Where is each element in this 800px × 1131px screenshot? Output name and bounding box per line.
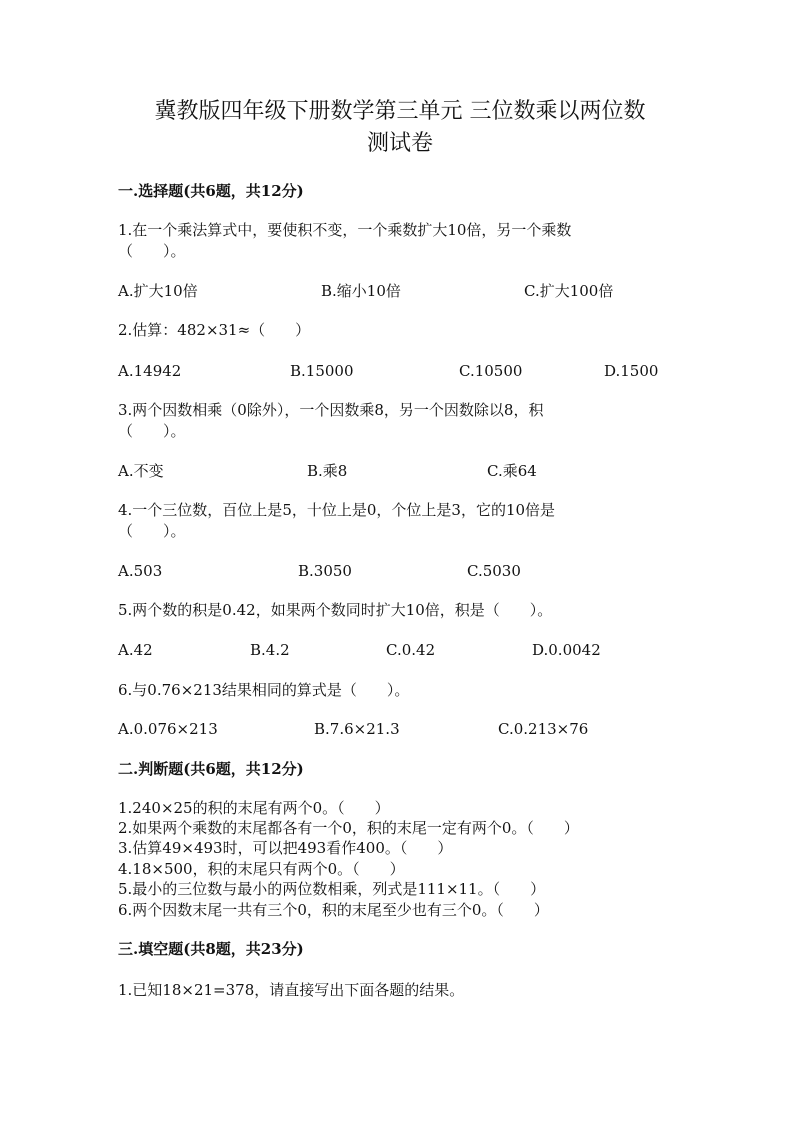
question-2-option-c: C.10500 — [459, 362, 523, 380]
question-5-option-b: B.4.2 — [250, 641, 290, 659]
question-5-option-d: D.0.0042 — [532, 641, 601, 659]
question-5-stem: 5.两个数的积是0.42，如果两个数同时扩大10倍，积是（ ）。 — [118, 601, 553, 619]
tf-item-3: 3.估算49×493时，可以把493看作400。（ ） — [118, 839, 453, 857]
question-6-option-c: C.0.213×76 — [498, 720, 589, 738]
question-5-option-a: A.42 — [118, 641, 153, 659]
exam-title-line-2: 测试卷 — [366, 131, 433, 156]
question-3-option-a: A.不变 — [118, 462, 164, 480]
tf-item-5: 5.最小的三位数与最小的两位数相乘，列式是111×11。（ ） — [118, 880, 546, 898]
question-1-stem-cont: （ ）。 — [118, 242, 186, 260]
question-1-option-c: C.扩大100倍 — [524, 282, 614, 300]
question-4-option-c: C.5030 — [467, 562, 521, 580]
section-heading-fill-blank: 三.填空题(共8题，共23分) — [118, 940, 304, 958]
section-heading-choice: 一.选择题(共6题，共12分) — [118, 182, 304, 200]
question-1-option-b: B.缩小10倍 — [321, 282, 401, 300]
question-1-option-a: A.扩大10倍 — [118, 282, 198, 300]
question-4-option-b: B.3050 — [298, 562, 352, 580]
question-6-option-b: B.7.6×21.3 — [314, 720, 400, 738]
section-heading-true-false: 二.判断题(共6题，共12分) — [118, 760, 304, 778]
question-3-option-c: C.乘64 — [487, 462, 537, 480]
question-2-stem: 2.估算：482×31≈（ ） — [118, 321, 311, 339]
question-1-stem: 1.在一个乘法算式中，要使积不变，一个乘数扩大10倍，另一个乘数 — [118, 221, 572, 239]
question-4-stem-cont: （ ）。 — [118, 522, 186, 540]
question-6-stem: 6.与0.76×213结果相同的算式是（ ）。 — [118, 681, 410, 699]
tf-item-4: 4.18×500，积的末尾只有两个0。（ ） — [118, 860, 405, 878]
question-3-stem: 3.两个因数相乘（0除外），一个因数乘8，另一个因数除以8，积 — [118, 401, 544, 419]
question-4-option-a: A.503 — [118, 562, 163, 580]
exam-title-line-1: 冀教版四年级下册数学第三单元 三位数乘以两位数 — [154, 99, 646, 124]
tf-item-1: 1.240×25的积的末尾有两个0。（ ） — [118, 799, 390, 817]
question-2-option-a: A.14942 — [118, 362, 182, 380]
question-3-option-b: B.乘8 — [307, 462, 348, 480]
question-3-stem-cont: （ ）。 — [118, 422, 186, 440]
question-5-option-c: C.0.42 — [386, 641, 436, 659]
question-4-stem: 4.一个三位数，百位上是5，十位上是0，个位上是3，它的10倍是 — [118, 501, 556, 519]
question-2-option-b: B.15000 — [290, 362, 354, 380]
question-6-option-a: A.0.076×213 — [118, 720, 218, 738]
exam-title — [0, 96, 800, 160]
fill-item-1: 1.已知18×21=378，请直接写出下面各题的结果。 — [118, 981, 465, 999]
question-2-option-d: D.1500 — [604, 362, 659, 380]
tf-item-6: 6.两个因数末尾一共有三个0，积的末尾至少也有三个0。（ ） — [118, 901, 549, 919]
tf-item-2: 2.如果两个乘数的末尾都各有一个0，积的末尾一定有两个0。（ ） — [118, 819, 579, 837]
